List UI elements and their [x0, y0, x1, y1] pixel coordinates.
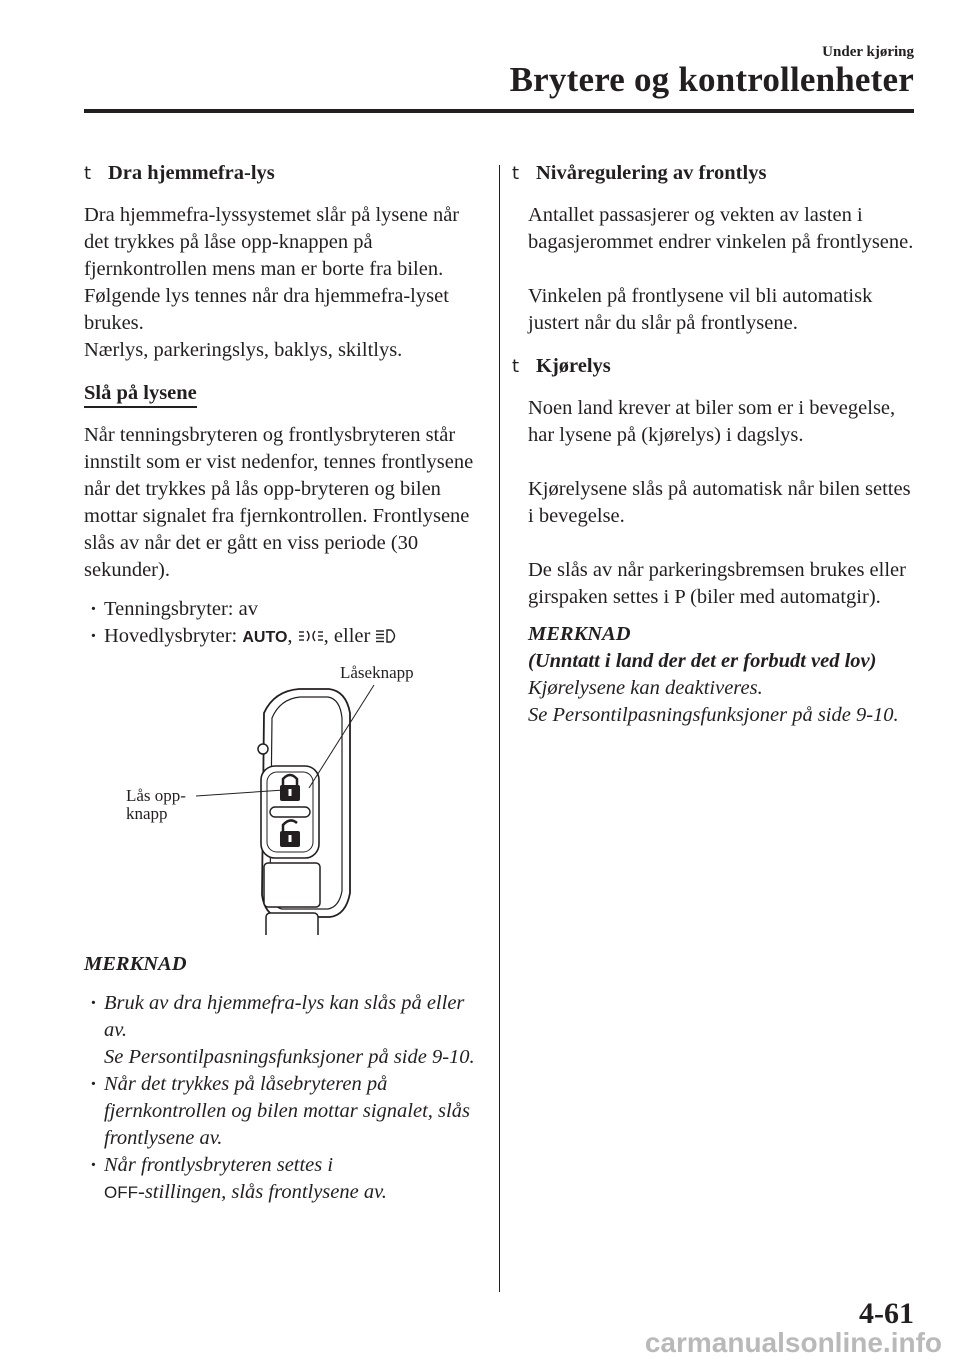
section-heading-nivaregulering: t Nivåregulering av frontlys	[512, 160, 917, 187]
page-number: 4-61	[859, 1297, 914, 1330]
section-heading-dra-hjemmefra: t Dra hjemmefra-lys	[84, 160, 484, 187]
drl-paragraph-2: Kjørelysene slås på automatisk når bilen settes i bevegelse.	[528, 478, 911, 527]
headlight-icon	[375, 628, 399, 644]
auto-symbol: AUTO	[242, 629, 288, 646]
switch-list	[84, 596, 484, 651]
off-symbol: OFF	[104, 1183, 138, 1202]
watermark: carmanualsonline.info	[644, 1327, 942, 1358]
label-lock-button: Låseknapp	[340, 663, 414, 682]
lights-line-1: Følgende lys tennes når dra hjemmefra-lyset brukes.	[84, 285, 449, 334]
left-column	[84, 160, 484, 1206]
section-marker-icon: t	[84, 163, 92, 184]
parking-light-icon	[298, 628, 324, 644]
notes-list	[84, 990, 484, 1206]
label-unlock-button-line1: Lås opp-	[126, 786, 186, 805]
header-section-label: Under kjøring	[822, 44, 914, 60]
levelling-paragraph-2: Vinkelen på frontlysene vil bli automatisk justert når du slår på frontlysene.	[528, 285, 873, 334]
section-heading-kjorelys: t Kjørelys	[512, 353, 917, 380]
note-line-1: Kjørelysene kan deaktiveres.	[528, 677, 763, 699]
note-title: MERKNAD	[528, 623, 631, 645]
section-marker-icon: t	[512, 163, 520, 184]
list-item: · Når frontlysbryteren settes i OFF-stillingen, slås frontlysene av.	[84, 1152, 484, 1206]
label-unlock-button-line2: knapp	[126, 804, 168, 823]
drl-paragraph-3: De slås av når parkeringsbremsen brukes eller girspaken settes i P (biler med automatgir).	[528, 559, 906, 608]
page-title: Brytere og kontrollenheter	[509, 60, 914, 99]
intro-paragraph: Dra hjemmefra-lyssystemet slår på lysene når det trykkes på låse opp-knappen på fjernkontrollen mens man er borte fra bilen.	[84, 204, 460, 280]
column-divider	[499, 165, 500, 1292]
on-paragraph: Når tenningsbryteren og frontlysbryteren står innstilt som er vist nedenfor, tennes frontlysene når det trykkes på lås opp-bryteren og bilen mottar signalet fra fjernkontrollen. Frontlysene slås av når det er gått en viss periode (30 sekunder).	[84, 424, 474, 581]
list-item: · Når det trykkes på låsebryteren på fjernkontrollen og bilen mottar signalet, slås frontlysene av.	[84, 1071, 484, 1152]
section-marker-icon: t	[512, 356, 520, 377]
header-rule	[84, 109, 914, 113]
list-item: · Tenningsbryter: av	[84, 596, 484, 623]
lights-line-2: Nærlys, parkeringslys, baklys, skiltlys.	[84, 339, 403, 361]
drl-paragraph-1: Noen land krever at biler som er i bevegelse, har lysene på (kjørelys) i dagslys.	[528, 397, 896, 446]
list-item: · Hovedlysbryter: AUTO, , eller	[84, 623, 484, 651]
key-fob-figure	[84, 663, 484, 935]
subheading-sla-pa-lysene: Slå på lysene	[84, 381, 197, 408]
note-subtitle: (Unntatt i land der det er forbudt ved lov)	[528, 650, 877, 672]
list-item: · Bruk av dra hjemmefra-lys kan slås på eller av. Se Persontilpasningsfunksjoner på side 9-10.	[84, 990, 484, 1071]
levelling-paragraph-1: Antallet passasjerer og vekten av lasten i bagasjerommet endrer vinkelen på frontlysene.	[528, 204, 914, 253]
note-title: MERKNAD	[84, 953, 187, 975]
right-column	[512, 160, 917, 729]
note-line-2: Se Persontilpasningsfunksjoner på side 9-10.	[528, 704, 899, 726]
